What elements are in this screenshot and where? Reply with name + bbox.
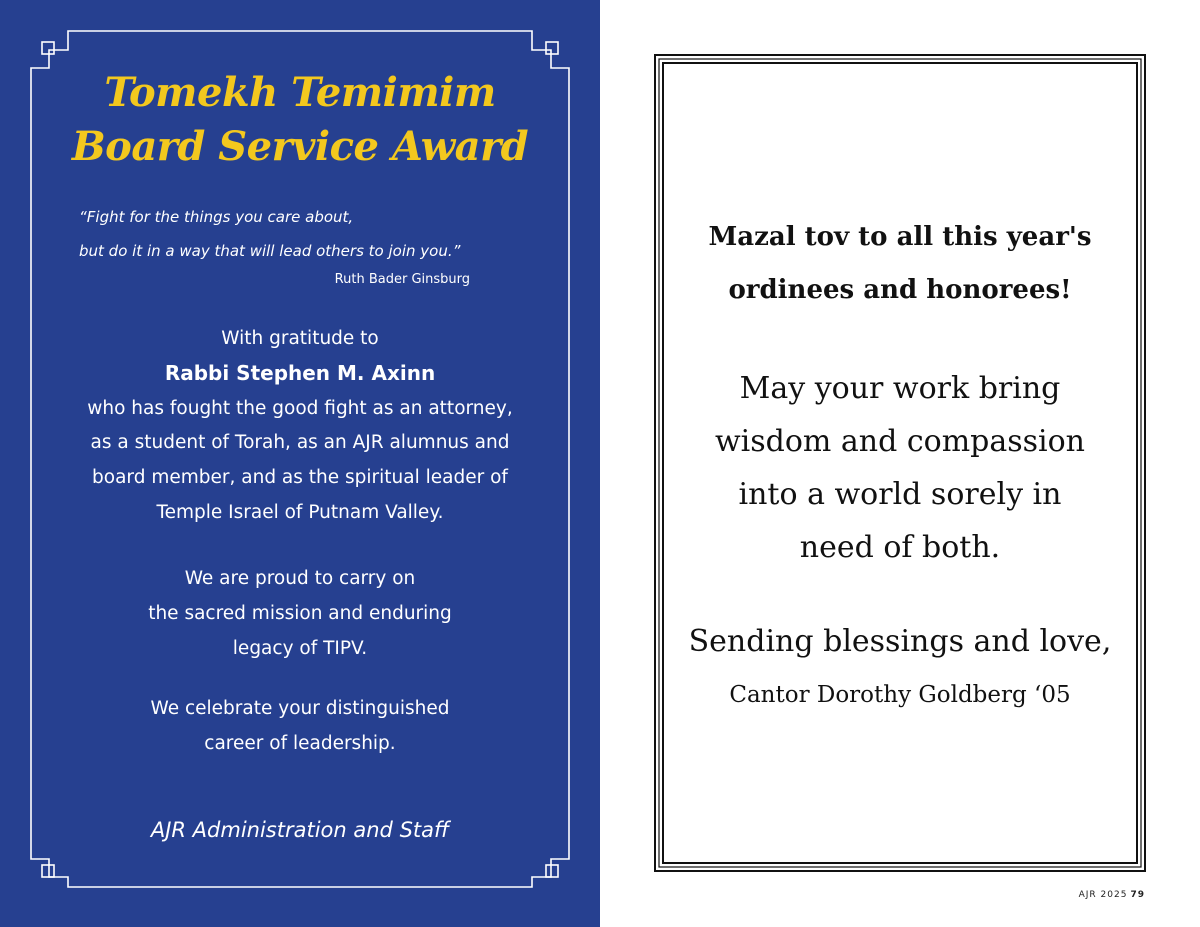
message-body-line: need of both. xyxy=(799,530,1001,565)
award-signoff: AJR Administration and Staff xyxy=(150,818,450,842)
gratitude-intro: With gratitude to xyxy=(221,328,379,349)
message-body-line: into a world sorely in xyxy=(738,477,1062,512)
message-body-line: wisdom and compassion xyxy=(714,424,1086,459)
quote-author: Ruth Bader Ginsburg xyxy=(334,272,470,287)
publication-name: AJR 2025 xyxy=(1078,890,1128,900)
quote-line-1: “Fight for the things you care about, xyxy=(79,208,354,226)
celebrate-line: We celebrate your distinguished xyxy=(150,698,450,719)
honoree-name: Rabbi Stephen M. Axinn xyxy=(164,361,436,385)
proud-line: We are proud to carry on xyxy=(184,568,416,589)
tribute-line: board member, and as the spiritual leader of xyxy=(92,467,508,488)
celebrate-line: career of leadership. xyxy=(204,733,396,754)
message-heading-line: ordinees and honorees! xyxy=(728,275,1072,305)
award-title-line-2: Board Service Award xyxy=(71,123,529,170)
frame-outer-line xyxy=(655,55,1145,871)
corner-square-br xyxy=(546,865,558,877)
frame-inner-line xyxy=(663,63,1137,863)
message-heading-line: Mazal tov to all this year's xyxy=(708,222,1092,252)
message-body-line: May your work bring xyxy=(739,371,1061,406)
quote-line-2: but do it in a way that will lead others to join you.” xyxy=(79,242,461,260)
tribute-line: as a student of Torah, as an AJR alumnus and xyxy=(90,432,510,453)
corner-square-bl xyxy=(42,865,54,877)
message-signature: Cantor Dorothy Goldberg ‘05 xyxy=(729,682,1071,708)
proud-line: the sacred mission and enduring xyxy=(148,603,452,624)
tribute-line: who has fought the good fight as an attorney, xyxy=(87,398,513,419)
tribute-line: Temple Israel of Putnam Valley. xyxy=(156,502,444,523)
message-frame xyxy=(650,50,1150,876)
page-folio xyxy=(1000,890,1145,900)
corner-square-tl xyxy=(42,42,54,54)
message-closing: Sending blessings and love, xyxy=(688,624,1112,659)
proud-line: legacy of TIPV. xyxy=(232,638,368,659)
corner-square-tr xyxy=(546,42,558,54)
page-number: 79 xyxy=(1130,890,1145,900)
award-title-line-1: Tomekh Temimim xyxy=(104,69,496,116)
frame-middle-line xyxy=(659,59,1141,867)
